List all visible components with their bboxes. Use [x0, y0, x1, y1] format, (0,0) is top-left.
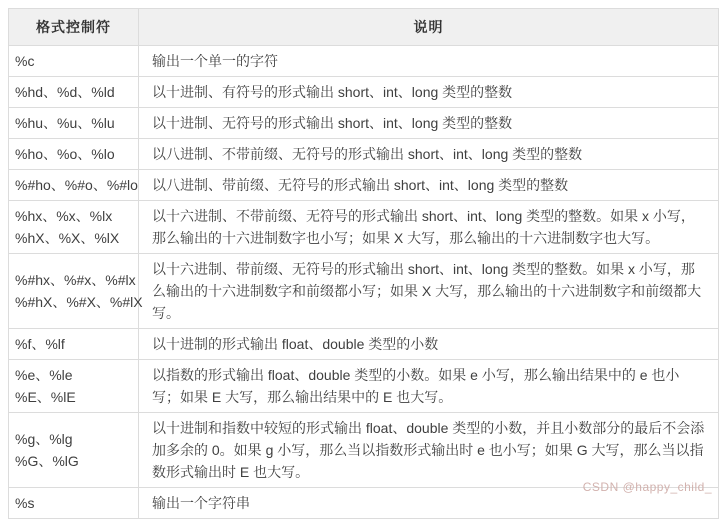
description-cell: 以十六进制、不带前缀、无符号的形式输出 short、int、long 类型的整数。如果 x 小写，那么输出的十六进制数字也小写；如果 X 大写，那么输出的十六进制数字也大写。	[139, 201, 719, 254]
specifier-line: %f、%lf	[15, 336, 65, 352]
specifier-line: %hu、%u、%lu	[15, 115, 115, 131]
specifier-line: %c	[15, 53, 35, 69]
description-cell: 以十进制、无符号的形式输出 short、int、long 类型的整数	[139, 108, 719, 139]
specifier-cell	[9, 77, 139, 108]
table-row	[9, 413, 719, 488]
table-row	[9, 170, 719, 201]
specifier-cell	[9, 139, 139, 170]
specifier-line: %s	[15, 495, 35, 511]
watermark: CSDN @happy_child_	[582, 480, 712, 494]
header-specifier: 格式控制符	[9, 9, 139, 46]
specifier-line: %E、%lE	[15, 389, 76, 405]
specifier-line: %g、%lg	[15, 431, 73, 447]
table-body	[9, 46, 719, 519]
table-row	[9, 329, 719, 360]
specifier-line: %hX、%X、%lX	[15, 230, 120, 246]
table-row	[9, 201, 719, 254]
specifier-cell	[9, 201, 139, 254]
description-cell: 以十进制、有符号的形式输出 short、int、long 类型的整数	[139, 77, 719, 108]
description-cell: 以十六进制、带前缀、无符号的形式输出 short、int、long 类型的整数。如果 x 小写，那么输出的十六进制数字和前缀都小写；如果 X 大写，那么输出的十六进制数字和前缀都大写。	[139, 254, 719, 329]
header-description: 说明	[139, 9, 719, 46]
specifier-line: %#ho、%#o、%#lo	[15, 177, 138, 193]
description-cell: 以十进制和指数中较短的形式输出 float、double 类型的小数，并且小数部分的最后不会添加多余的 0。如果 g 小写，那么当以指数形式输出时 e 也小写；如果 G 大写，那么当以指数形式输出时 E 也大写。	[139, 413, 719, 488]
specifier-cell	[9, 329, 139, 360]
specifier-line: %ho、%o、%lo	[15, 146, 115, 162]
description-cell: 输出一个单一的字符	[139, 46, 719, 77]
specifier-cell	[9, 108, 139, 139]
description-cell: 以八进制、带前缀、无符号的形式输出 short、int、long 类型的整数	[139, 170, 719, 201]
specifier-cell	[9, 360, 139, 413]
description-cell: 以指数的形式输出 float、double 类型的小数。如果 e 小写，那么输出结果中的 e 也小写；如果 E 大写，那么输出结果中的 E 也大写。	[139, 360, 719, 413]
table-row	[9, 254, 719, 329]
specifier-cell	[9, 254, 143, 329]
specifier-line: %G、%lG	[15, 453, 79, 469]
specifier-cell	[9, 488, 139, 519]
description-cell: 以八进制、不带前缀、无符号的形式输出 short、int、long 类型的整数	[139, 139, 719, 170]
specifier-line: %#hx、%#x、%#lx	[15, 272, 136, 288]
description-cell: 以十进制的形式输出 float、double 类型的小数	[139, 329, 719, 360]
specifier-line: %hx、%x、%lx	[15, 208, 113, 224]
format-specifier-table	[8, 8, 719, 519]
description-cell: 输出一个字符串	[139, 488, 719, 519]
table-row	[9, 77, 719, 108]
table-row	[9, 139, 719, 170]
specifier-cell	[9, 46, 139, 77]
table-row	[9, 46, 719, 77]
specifier-cell	[9, 170, 139, 201]
specifier-line: %#hX、%#X、%#lX	[15, 294, 143, 310]
table-row	[9, 108, 719, 139]
table-header-row	[9, 9, 719, 46]
table-row	[9, 360, 719, 413]
specifier-line: %e、%le	[15, 367, 73, 383]
specifier-line: %hd、%d、%ld	[15, 84, 115, 100]
specifier-cell	[9, 413, 139, 488]
